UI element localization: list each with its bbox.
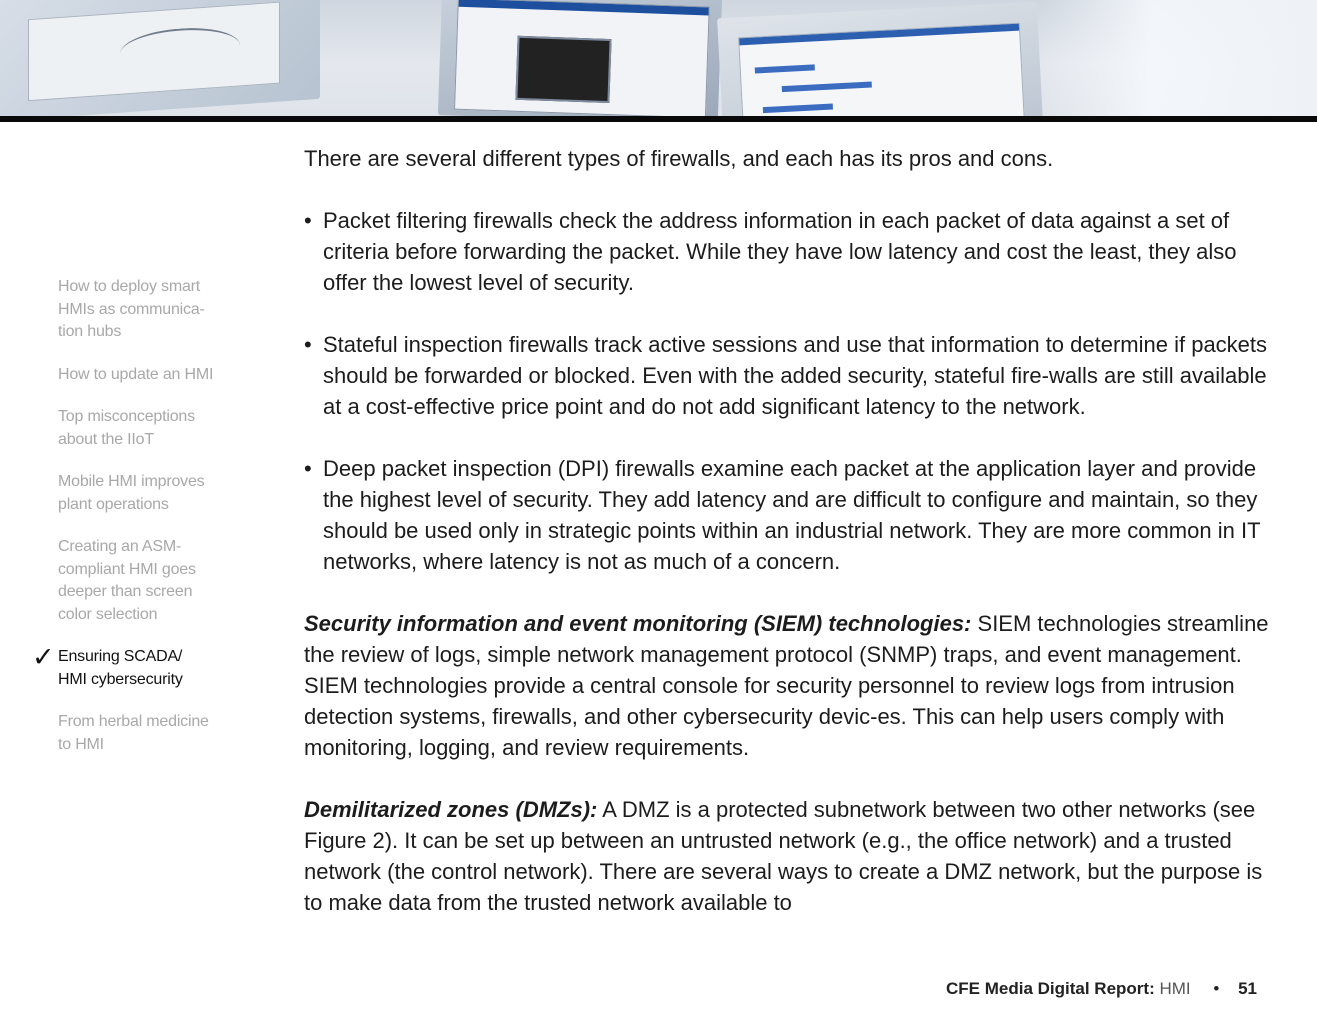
toc-line: Mobile HMI improves [58,473,205,490]
page-footer [946,979,1257,999]
siem-paragraph [304,608,1269,763]
article-body [304,143,1269,949]
toc-line: From herbal medicine [58,713,209,730]
siem-text: SIEM technologies streamline the review of logs, simple network management protocol (SNMP) traps, and event management. SIEM technologies provide a central console for security personnel to review logs from intrusion detection systems, firewalls, and other cybersecurity devic-es. This can help users comply with monitoring, logging, and review requirements. [304,611,1269,760]
toc-line: compliant HMI goes [58,560,196,578]
toc-item-mobile-hmi[interactable] [58,471,248,516]
monitor-graphic [438,0,722,116]
toc-line: color selection [58,605,158,623]
trend-window-graphic [515,36,611,103]
toc-item-smart-hmis[interactable] [58,276,248,344]
bullet-dot: • [304,208,312,233]
bullet-text-packet-filtering: Packet filtering firewalls check the address information in each packet of data against a set of criteria before forwarding the packet. While they have low latency and cost the least, they also offer the lowest level of security. [323,208,1237,295]
window-titlebar-graphic [739,24,1019,46]
siem-heading: Security information and event monitoring (SIEM) technologies: [304,611,972,636]
toc-item-asm-compliant-hmi[interactable] [58,536,248,626]
screen-row-graphic [755,64,815,73]
bullet-item [304,453,1269,577]
banner-glare [1040,0,1317,116]
footer-topic: HMI [1159,979,1191,998]
toc-active-wrapper [32,642,248,691]
dmz-text: A DMZ is a protected subnetwork between two other networks (see Figure 2). It can be set up between an untrusted network (e.g., the office network) and a trusted network (the control network). There are several ways to create a DMZ network, but the purpose is to make data from the trusted network available to [304,797,1263,915]
toc-line: Top misconceptions [58,408,195,425]
toc-item-scada-cybersecurity[interactable] [58,646,248,691]
window-titlebar-graphic [459,0,709,15]
bullet-dot: • [304,332,312,357]
toc-item-update-hmi[interactable] [58,364,248,387]
toc-line: Ensuring SCADA/ [58,648,183,665]
screen-row-graphic [763,104,833,114]
dmz-heading: Demilitarized zones (DMZs): [304,797,598,822]
header-rule [0,116,1317,122]
toc-line: plant operations [58,495,169,513]
monitor-graphic [717,2,1043,116]
toc-line: tion hubs [58,323,122,340]
bullet-item [304,329,1269,422]
intro-paragraph: There are several different types of firewalls, and each has its pros and cons. [304,146,1054,171]
bullet-text-stateful-inspection: Stateful inspection firewalls track active sessions and use that information to determine if packets should be forwarded or blocked. Even with the added security, stateful fire-walls are still available at a cost-effective price point and do not add significant latency to the network. [323,332,1268,419]
bullet-item [304,205,1269,298]
screen-row-graphic [782,81,872,92]
toc-line: about the IIoT [58,430,154,448]
toc-item-herbal-medicine[interactable] [58,711,248,756]
bullet-dot: • [304,456,312,481]
dmz-paragraph [304,794,1269,918]
footer-publication: CFE Media Digital Report: [946,979,1155,998]
bullet-text-deep-packet-inspection: Deep packet inspection (DPI) firewalls examine each packet at the application layer and provide the highest level of security. They add latency and are difficult to configure and maintain, so they should be used only in strategic points within an industrial network. They are more common in IT networks, where latency is not as much of a concern. [323,456,1261,574]
monitor-graphic [0,0,320,116]
toc-line: HMI cybersecurity [58,670,183,688]
toc-line: deeper than screen [58,583,193,600]
page-number: 51 [1238,979,1257,998]
monitor-screen [738,23,1025,116]
toc-line: HMIs as communica- [58,300,205,318]
footer-separator: • [1213,979,1220,998]
toc-line: to HMI [58,735,104,753]
toc-line: How to update an HMI [58,365,214,383]
checkmark-icon: ✓ [32,642,55,672]
toc-line: Creating an ASM- [58,538,182,555]
sidebar-toc [32,276,248,776]
toc-line: How to deploy smart [58,278,201,295]
toc-item-iiot-misconceptions[interactable] [58,406,248,451]
monitor-screen [454,0,710,116]
header-banner-image [0,0,1317,116]
